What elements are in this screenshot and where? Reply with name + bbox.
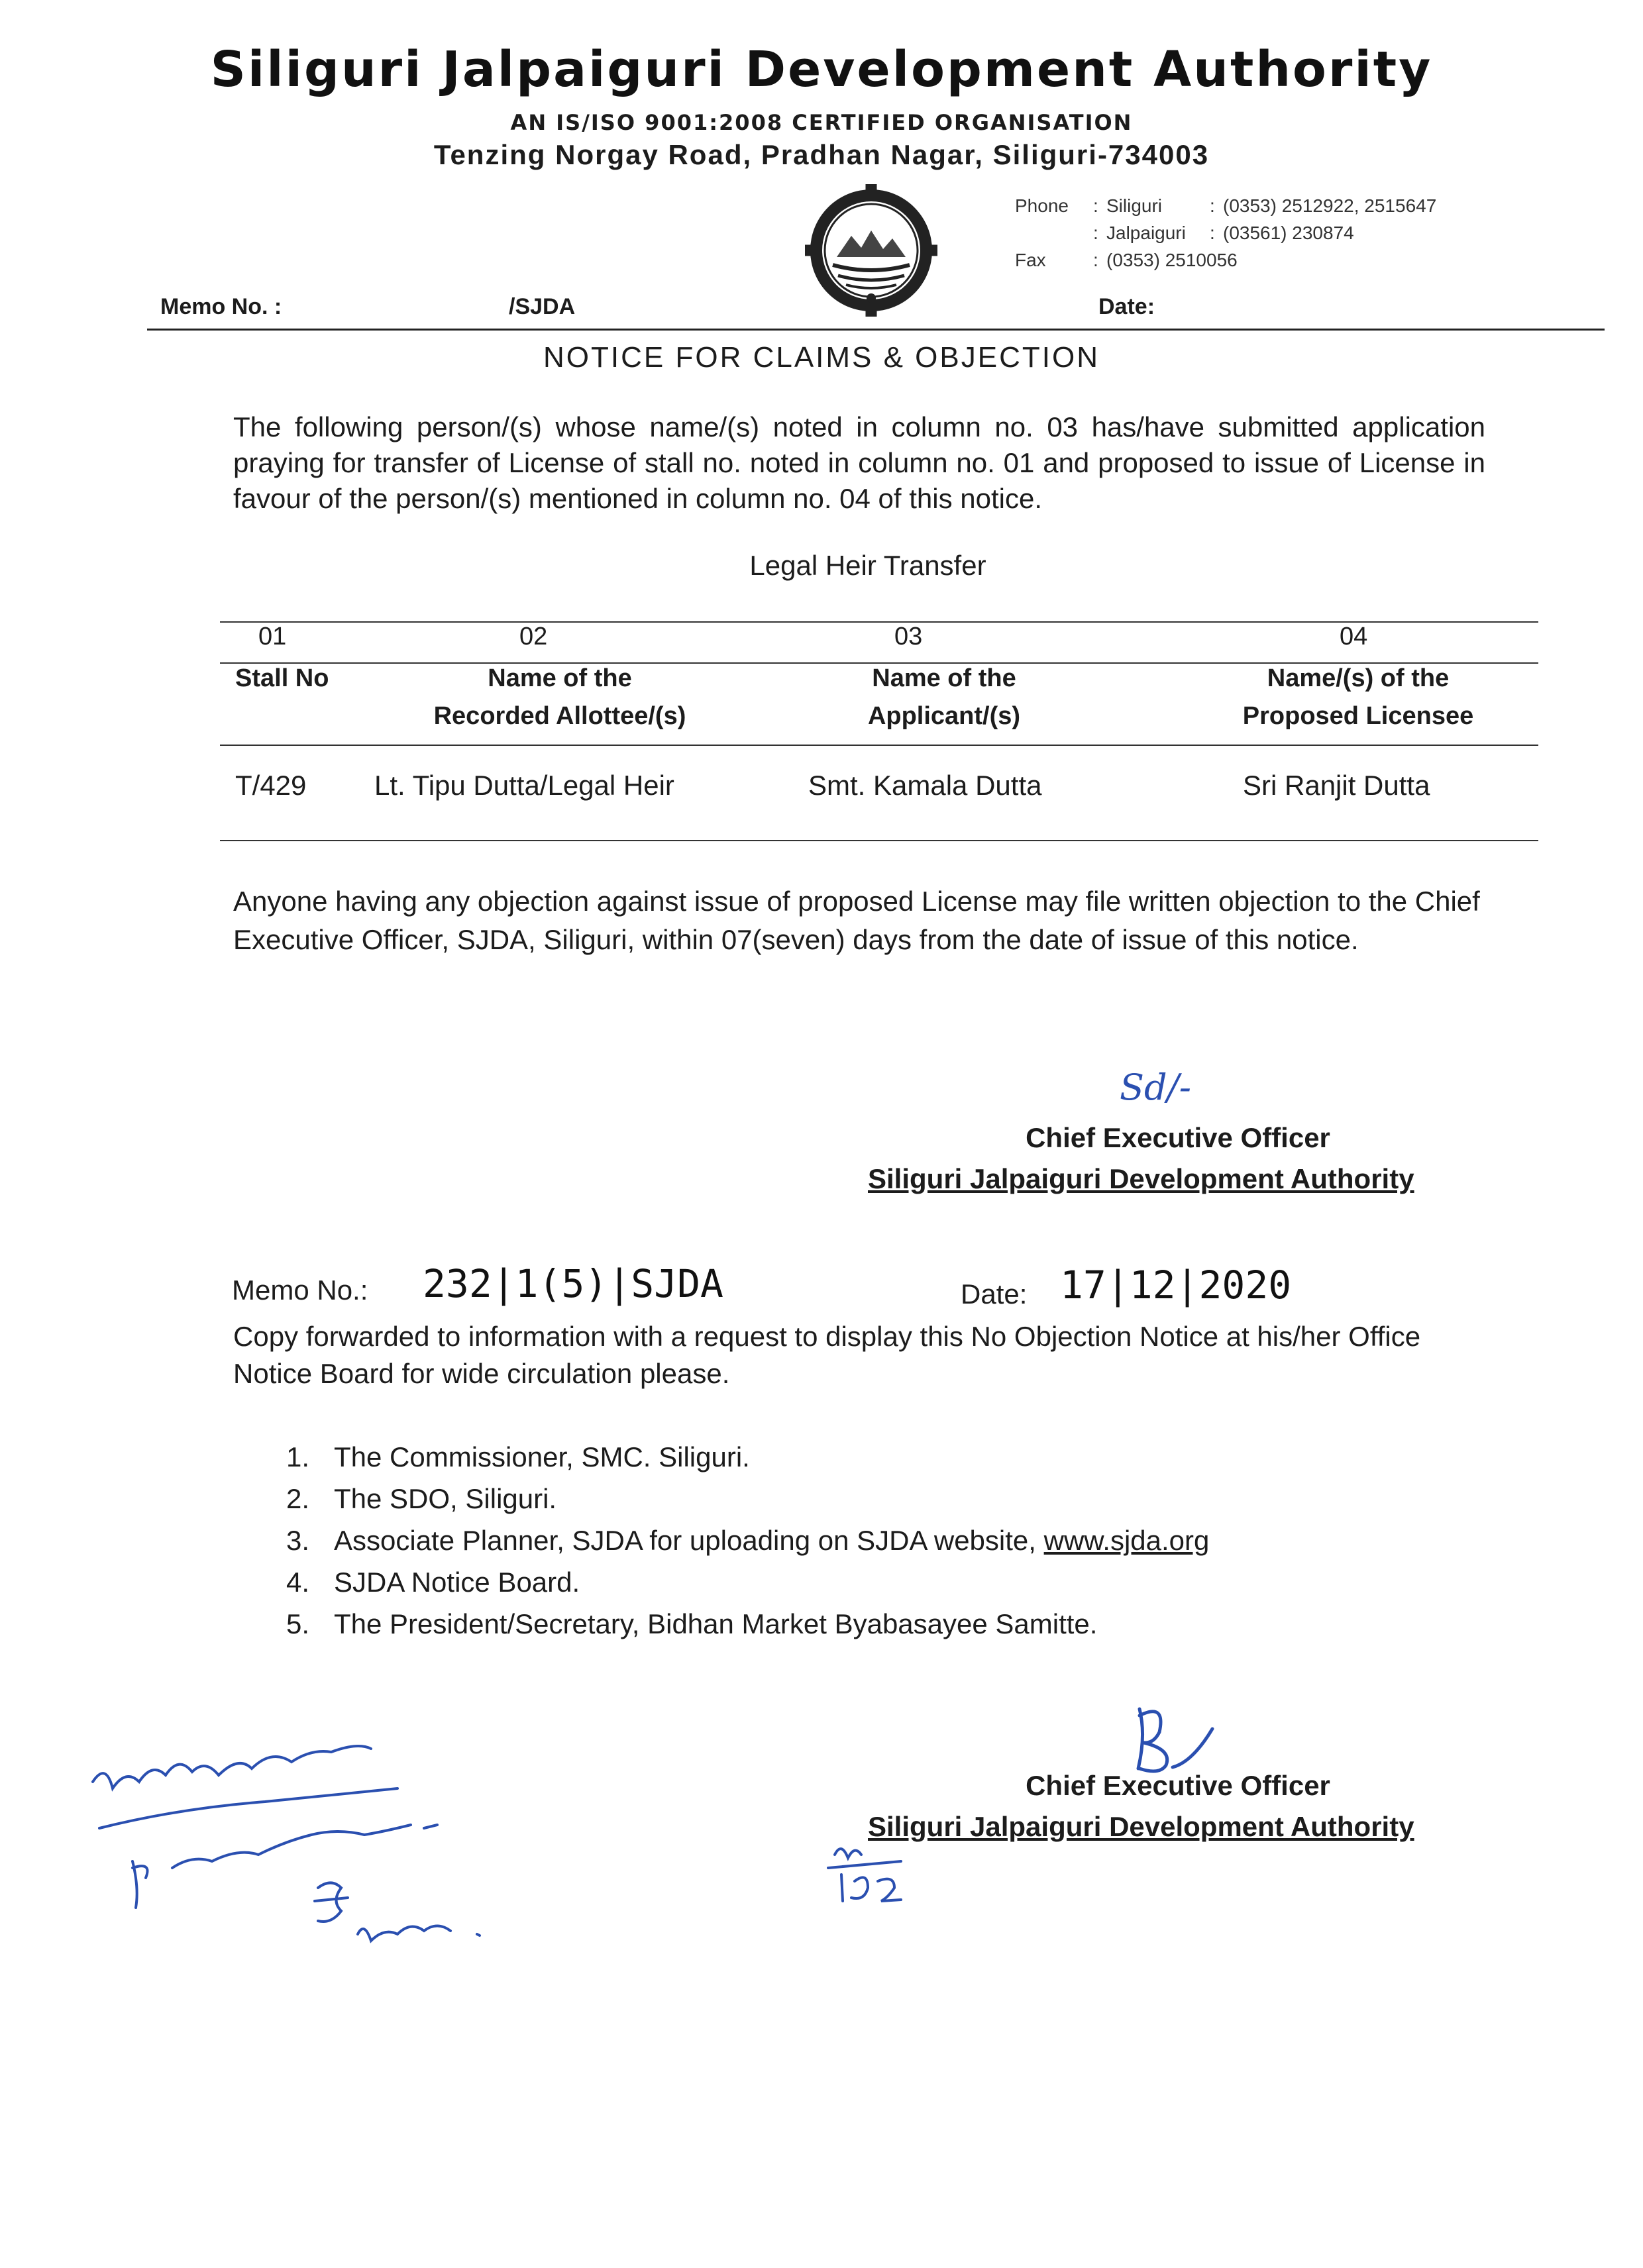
list-item: 5. The President/Secretary, Bidhan Market Byabasayee Samitte. [286,1608,1098,1639]
list-item: 1. The Commissioner, SMC. Siliguri. [286,1441,750,1472]
table-header-recorded-allottee: Name of the Recorded Allottee/(s) [433,664,686,730]
column-number-01: 01 [258,623,287,650]
table-header-stall-no: Stall No [235,664,329,692]
forward-memo-label: Memo No.: [232,1274,368,1306]
forward-date: 17|12|2020 [1060,1263,1292,1308]
table-header-proposed-licensee: Name/(s) of the Proposed Licensee [1242,664,1474,730]
handwritten-initial-icon [815,1835,934,1914]
column-number-03: 03 [894,623,923,650]
list-item: 3. Associate Planner, SJDA for uploading on SJDA website, www.sjda.org [286,1525,1210,1556]
list-item: 4. SJDA Notice Board. [286,1567,580,1598]
notice-subheading: Legal Heir Transfer [749,550,986,581]
signatory-org-2: Siliguri Jalpaiguri Development Authority [868,1811,1414,1842]
column-number-02: 02 [519,623,548,650]
memo-label-top: Memo No. : [160,294,282,319]
signatory-org-1: Siliguri Jalpaiguri Development Authority [868,1163,1414,1194]
recipient-list [286,1436,1209,1645]
table-cell-recorded-allottee: Lt. Tipu Dutta/Legal Heir [374,770,674,801]
org-name: Siliguri Jalpaiguri Development Authority [210,41,1433,98]
table-cell-applicant: Smt. Kamala Dutta [808,770,1042,801]
header-divider [147,329,1605,331]
signatory-title-2: Chief Executive Officer [1026,1770,1330,1801]
website-link[interactable]: www.sjda.org [1043,1525,1210,1556]
forward-text: Copy forwarded to information with a request to display this No Objection Notice at his/her Office Notice Board for wide circulation please. [233,1321,1421,1389]
date-label-top: Date: [1098,294,1155,319]
contact-fax: Fax : (0353) 2510056 [1015,250,1238,270]
signature-2-icon [1120,1696,1226,1782]
signatory-title-1: Chief Executive Officer [1026,1122,1330,1153]
objection-text: Anyone having any objection against issue of proposed License may file written objection to the Chief Executive Officer, SJDA, Siliguri, within 07(seven) days from the date of issue of this notice. [233,886,1480,955]
notice-title: NOTICE FOR CLAIMS & OBJECTION [543,341,1100,374]
table-rule-bottom [220,840,1538,841]
contact-phone-siliguri: Phone : Siliguri : (0353) 2512922, 2515647 [1015,195,1437,216]
column-number-04: 04 [1340,623,1368,650]
notice-intro: The following person/(s) whose name/(s) noted in column no. 03 has/have submitted application praying for transfer of License of stall no. noted in column no. 01 and proposed to issue of License in favour of the person/(s) mentioned in column no. 04 of this notice. [233,411,1485,514]
forward-date-label: Date: [961,1278,1028,1310]
forward-memo-number: 232|1(5)|SJDA [423,1261,723,1306]
list-item: 2. The SDO, Siliguri. [286,1483,557,1514]
handwritten-annotation-icon [80,1735,543,1974]
signature-mark: Sd/- [1120,1066,1191,1108]
table-cell-stall-no: T/429 [235,770,307,801]
contact-phone-jalpaiguri: : Jalpaiguri : (03561) 230874 [1093,223,1354,243]
table-header-applicant: Name of the Applicant/(s) [867,664,1021,730]
memo-suffix-top: /SJDA [509,294,576,319]
table-rule-body [220,745,1538,746]
seal-logo-icon [805,184,937,317]
certification: AN IS/ISO 9001:2008 CERTIFIED ORGANISATION [510,110,1133,135]
contact-block [1015,192,1436,274]
address: Tenzing Norgay Road, Pradhan Nagar, Siliguri-734003 [433,139,1210,170]
table-cell-proposed-licensee: Sri Ranjit Dutta [1243,770,1430,801]
